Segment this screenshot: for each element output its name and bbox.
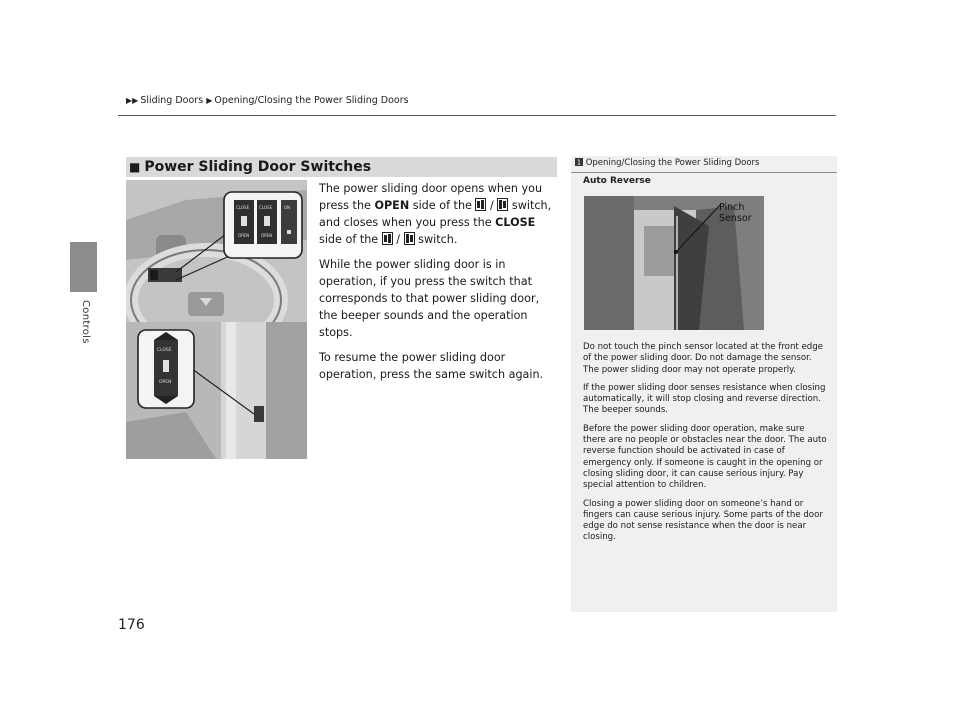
section-title: Power Sliding Door Switches: [144, 159, 372, 175]
dashboard-switch-figure: [126, 180, 307, 322]
open-term: OPEN: [374, 199, 410, 212]
body-p1-e: switch.: [414, 233, 458, 246]
sidebar-label: Controls: [80, 300, 91, 344]
note-rule: [571, 172, 837, 173]
body-p1-a: The power sliding door opens when you press the: [319, 182, 543, 212]
sidebar-tab: [70, 242, 97, 292]
note-paragraph-4: Closing a power sliding door on someone’s hand or fingers can cause serious injury. Some parts of the door edge do not sense resistance when the door is near closing.: [583, 498, 823, 543]
note-paragraph-2: If the power sliding door senses resistance when closing automatically, it will stop closing and reverse direction. The beeper sounds.: [583, 382, 826, 416]
figure-open-label-1: OPEN: [238, 233, 250, 238]
figure2-open-label: OPEN: [159, 380, 172, 385]
body-paragraph-2: While the power sliding door is in operation, if you press the switch that corresponds to that power sliding door, the beeper sounds and the operation stops.: [319, 258, 540, 339]
body-p1-slash: /: [486, 199, 498, 212]
right-door-switch-icon: [404, 232, 415, 245]
svg-text:1: 1: [576, 158, 582, 166]
right-door-switch-icon: [497, 198, 508, 211]
note-header-text: Opening/Closing the Power Sliding Doors: [585, 158, 760, 168]
note-marker-icon: [575, 158, 583, 166]
left-door-switch-icon: [475, 198, 486, 211]
figure2-close-label: CLOSE: [157, 348, 172, 353]
breadcrumb-level2[interactable]: Opening/Closing the Power Sliding Doors: [214, 95, 409, 106]
note-paragraph-3: Before the power sliding door operation, make sure there are no people or obstacles near the door. The auto reverse function should be activated in case of emergency only. If someone is caught in the opening or closing sliding door, it can cause serious injury. Pay special attention to children.: [583, 423, 827, 491]
page-number: 176: [118, 617, 145, 633]
body-text: [319, 180, 559, 391]
breadcrumb-level1[interactable]: Sliding Doors: [140, 95, 204, 106]
note-text: [583, 342, 829, 551]
dashboard-illustration: [126, 180, 307, 322]
body-paragraph-3: To resume the power sliding door operation, press the same switch again.: [319, 351, 544, 381]
door-pillar-switch-figure: [126, 322, 307, 459]
note-paragraph-1: Do not touch the pinch sensor located at the front edge of the power sliding door. Do not damage the sensor. The power sliding door may not operate properly.: [583, 342, 823, 375]
body-p1-c: switch, and closes when you press the: [319, 199, 552, 229]
body-p1-slash-2: /: [392, 233, 404, 246]
note-subheading: Auto Reverse: [583, 176, 651, 186]
figure-open-label-2: OPEN: [261, 233, 273, 238]
side-note: [571, 156, 837, 612]
figure-on-label: ON: [284, 205, 291, 210]
body-p1-b: side of the: [409, 199, 476, 212]
pinch-label-line1: Pinch: [719, 202, 745, 213]
door-pillar-illustration: [126, 322, 307, 459]
pinch-sensor-label: [719, 202, 752, 224]
breadcrumb-arrow-icon: ▶▶: [126, 96, 139, 105]
section-heading: [126, 157, 557, 177]
body-p1-d: side of the: [319, 233, 382, 246]
breadcrumb: [126, 95, 409, 106]
breadcrumb-arrow-icon: ▶: [206, 96, 213, 105]
left-door-switch-icon: [382, 232, 393, 245]
header-rule: [118, 115, 836, 116]
figure-close-label-2: CLOSE: [259, 205, 273, 210]
pinch-label-line2: Sensor: [719, 213, 752, 224]
body-paragraph-1: [319, 180, 559, 248]
close-term: CLOSE: [495, 216, 536, 229]
note-header: [575, 158, 759, 168]
figure-close-label-1: CLOSE: [236, 205, 250, 210]
section-square-icon: ■: [129, 160, 141, 174]
